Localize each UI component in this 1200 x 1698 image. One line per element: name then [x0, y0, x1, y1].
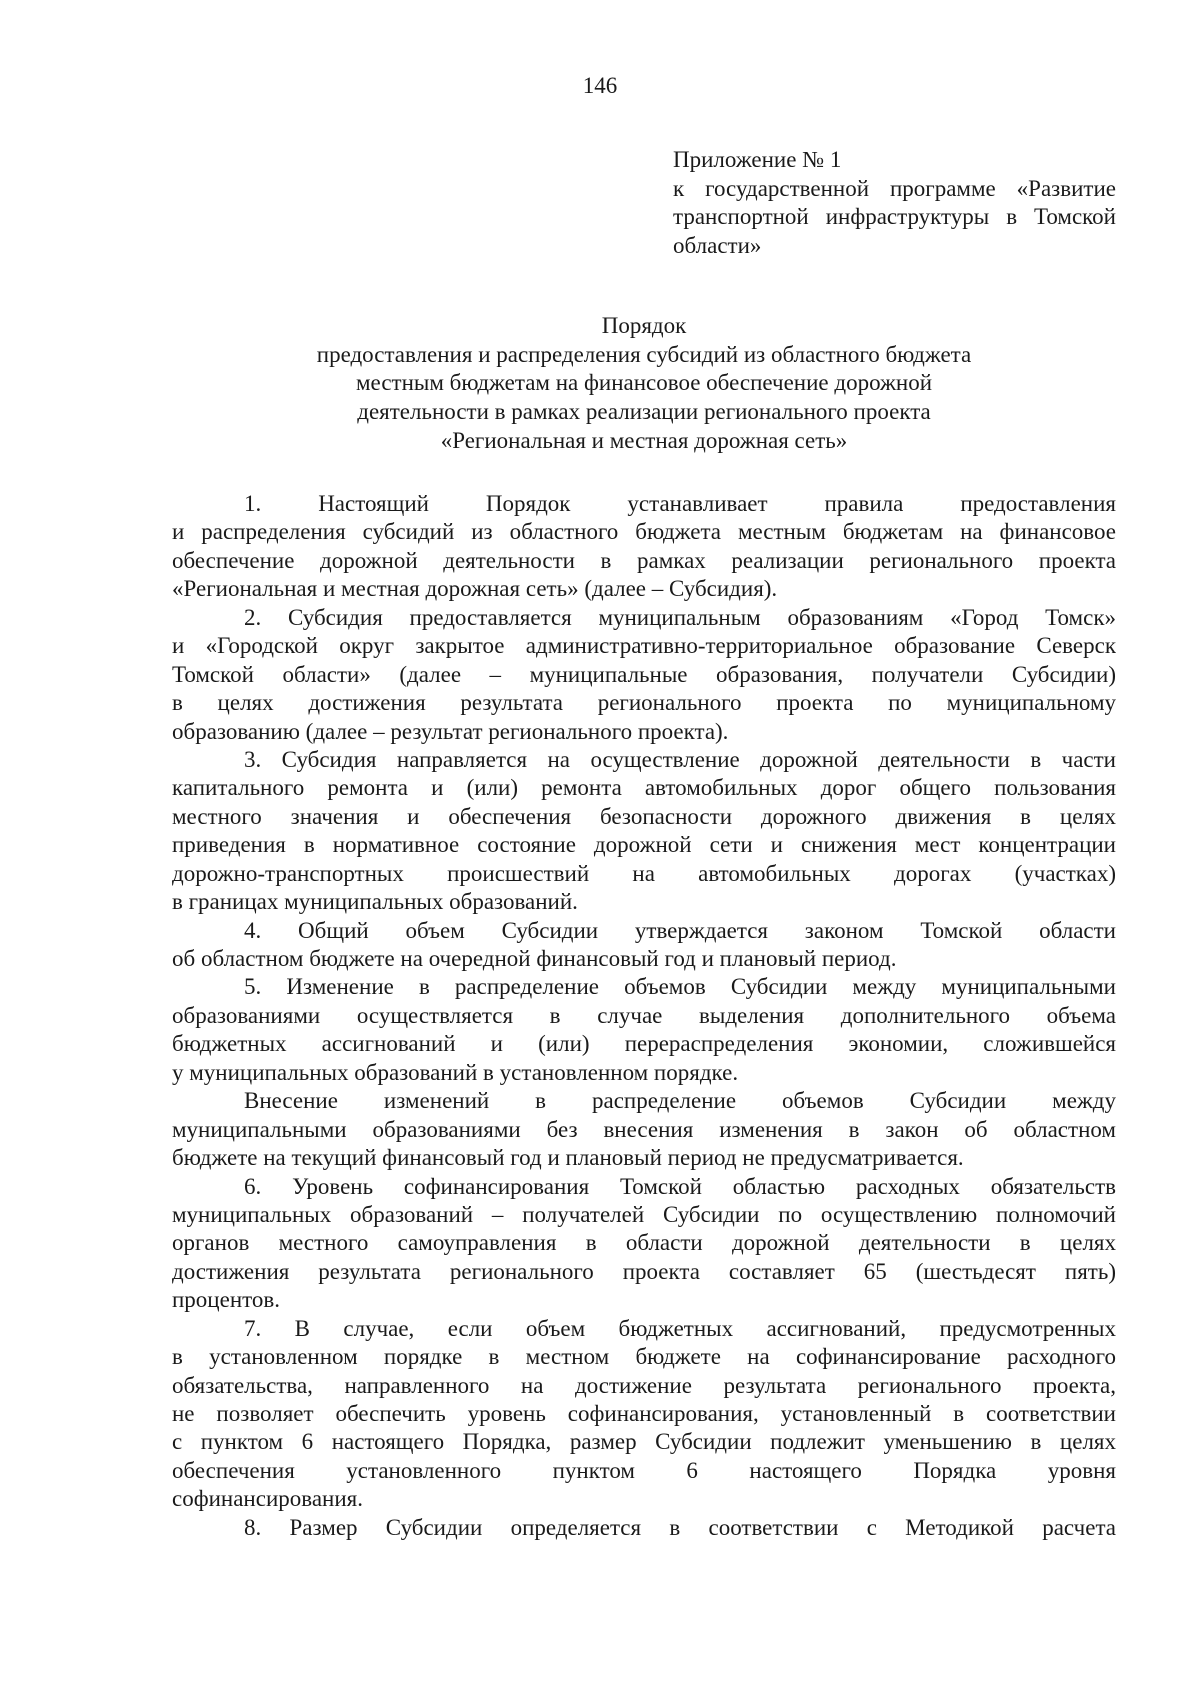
- body-line: 3. Субсидия направляется на осуществление дорожной деятельности в части: [244, 746, 1116, 772]
- body-line: и распределения субсидий из областного бюджета местным бюджетам на финансовое: [172, 519, 1116, 545]
- body-line: 4. Общий объем Субсидии утверждается законом Томской области: [244, 917, 1116, 943]
- body-line: образованию (далее – результат регионального проекта).: [172, 718, 729, 744]
- body-line: 5. Изменение в распределение объемов Субсидии между муниципальными: [244, 974, 1116, 1000]
- body-line: 1. Настоящий Порядок устанавливает правила предоставления: [244, 491, 1116, 516]
- title-line: местным бюджетам на финансовое обеспечение дорожной: [356, 370, 932, 396]
- title-line: деятельности в рамках реализации регионального проекта: [357, 399, 931, 425]
- body-line: 8. Размер Субсидии определяется в соответствии с Методикой расчета: [244, 1514, 1116, 1540]
- appendix-line: области»: [673, 232, 762, 258]
- body-line: софинансирования.: [172, 1486, 363, 1512]
- body-line: обеспечение дорожной деятельности в рамках реализации регионального проекта: [172, 547, 1116, 573]
- body-line: приведения в нормативное состояние дорожной сети и снижения мест концентрации: [172, 832, 1116, 858]
- appendix-header: [673, 146, 1116, 260]
- body-line: бюджетных ассигнований и (или) перераспределения экономии, сложившейся: [172, 1031, 1116, 1057]
- body-line: образованиями осуществляется в случае выделения дополнительного объема: [172, 1002, 1116, 1028]
- body-line: «Региональная и местная дорожная сеть» (далее – Субсидия).: [172, 576, 778, 602]
- body-line: Томской области» (далее – муниципальные образования, получатели Субсидии): [172, 661, 1116, 687]
- body-line: 2. Субсидия предоставляется муниципальным образованиям «Город Томск»: [244, 604, 1116, 630]
- body-line: бюджете на текущий финансовый год и плановый период не предусматривается.: [172, 1145, 964, 1171]
- body-line: с пунктом 6 настоящего Порядка, размер Субсидии подлежит уменьшению в целях: [172, 1429, 1116, 1455]
- title-line: «Региональная и местная дорожная сеть»: [440, 427, 848, 453]
- body-line: процентов.: [172, 1287, 280, 1313]
- body-line: об областном бюджете на очередной финансовый год и плановый период.: [172, 946, 897, 971]
- body-line: в границах муниципальных образований.: [172, 889, 578, 915]
- body-line: не позволяет обеспечить уровень софинансирования, установленный в соответствии: [172, 1401, 1116, 1426]
- body-line: капитального ремонта и (или) ремонта автомобильных дорог общего пользования: [172, 775, 1116, 801]
- body-line: 6. Уровень софинансирования Томской областью расходных обязательств: [244, 1173, 1116, 1199]
- body-line: дорожно-транспортных происшествий на автомобильных дорогах (участках): [172, 860, 1116, 886]
- title-line: Порядок: [601, 313, 687, 338]
- body-line: муниципальных образований – получателей Субсидии по осуществлению полномочий: [172, 1201, 1116, 1227]
- appendix-line: Приложение № 1: [673, 147, 842, 172]
- page-number: 146: [582, 73, 618, 98]
- body-line: в установленном порядке в местном бюджете на софинансирование расходного: [172, 1344, 1116, 1370]
- title-line: предоставления и распределения субсидий из областного бюджета: [316, 341, 972, 367]
- appendix-line: к государственной программе «Развитие: [673, 175, 1116, 201]
- document-title: [172, 312, 1116, 456]
- body-line: органов местного самоуправления в области дорожной деятельности в целях: [172, 1230, 1116, 1256]
- document-body: [172, 490, 1116, 1542]
- body-line: муниципальными образованиями без внесения изменения в закон об областном: [172, 1116, 1116, 1142]
- body-line: 7. В случае, если объем бюджетных ассигнований, предусмотренных: [244, 1315, 1116, 1341]
- body-line: и «Городской округ закрытое административно-территориальное образование Северск: [172, 633, 1116, 659]
- body-line: в целях достижения результата регионального проекта по муниципальному: [172, 690, 1116, 716]
- appendix-line: транспортной инфраструктуры в Томской: [673, 204, 1116, 229]
- body-line: достижения результата регионального проекта составляет 65 (шестьдесят пять): [172, 1258, 1116, 1284]
- body-line: у муниципальных образований в установленном порядке.: [172, 1059, 739, 1085]
- body-line: обязательства, направленного на достижение результата регионального проекта,: [172, 1372, 1116, 1398]
- body-line: обеспечения установленного пунктом 6 настоящего Порядка уровня: [172, 1457, 1116, 1483]
- body-line: Внесение изменений в распределение объемов Субсидии между: [244, 1088, 1116, 1114]
- body-line: местного значения и обеспечения безопасности дорожного движения в целях: [172, 803, 1116, 829]
